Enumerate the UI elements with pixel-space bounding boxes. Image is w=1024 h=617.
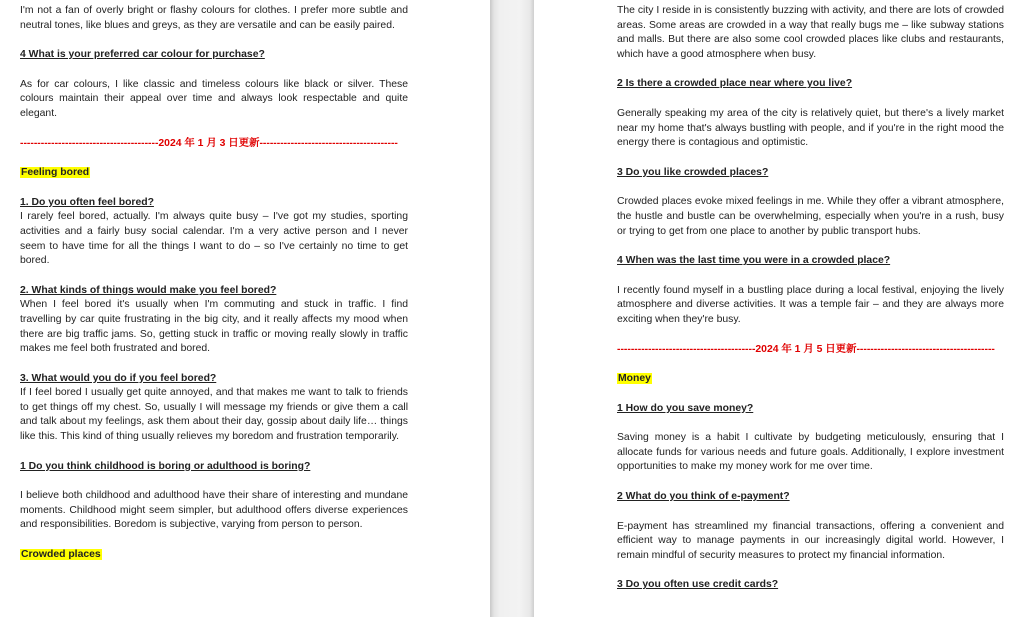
- question-things-bored: 2. What kinds of things would make you feel bored?: [20, 284, 277, 296]
- question-last-crowded: 4 When was the last time you were in a crowded place?: [617, 255, 891, 267]
- paragraph-city-crowded: The city I reside in is consistently buzzing with activity, and there are lots of crowded areas. Some areas are crowded in a way that really bugs me – like subway stations and malls. But there are also some cool crowded places like clubs and restaurants, which have a good atmosphere when busy.: [617, 5, 1004, 60]
- question-what-do-bored: 3. What would you do if you feel bored?: [20, 372, 217, 384]
- question-often-bored: 1. Do you often feel bored?: [20, 196, 154, 208]
- right-page: [534, 0, 1024, 617]
- question-car-colour: 4 What is your preferred car colour for purchase?: [20, 49, 265, 61]
- answer-like-crowded: Crowded places evoke mixed feelings in me. While they offer a vibrant atmosphere, the hustle and bustle can be overwhelming, especially when you're in a rush, busy or trying to get from one place to another by public transport hubs.: [617, 196, 1004, 237]
- question-e-payment: 2 What do you think of e-payment?: [617, 491, 790, 503]
- page-gutter: [490, 0, 534, 617]
- answer-save-money: Saving money is a habit I cultivate by budgeting meticulously, ensuring that I allocate funds for various needs and future goals. Additionally, I explore investment opportunities to make my money work for me over time.: [617, 432, 1004, 473]
- answer-things-bored: When I feel bored it's usually when I'm commuting and stuck in traffic. I find travelling by car quite frustrating in the big city, and it really affects my mood when there are big traffic jams. So, getting stuck in traffic or moving really slowly in traffic makes me feel both frustrated and bored.: [20, 299, 408, 355]
- answer-what-do-bored: If I feel bored I usually get quite annoyed, and that makes me want to talk to friends to get things off my chest. So, usually I will message my friends or give them a call and talk about my feelings, ask them about their day, gossip about daily life… things like this. This kind of thing usually relieves my boredom and frustration temporarily.: [20, 387, 408, 443]
- topic-feeling-bored: Feeling bored: [21, 167, 90, 179]
- update-divider: ----------------------------------------2024 年 1 月 5 日更新----------------------------------------: [617, 343, 995, 355]
- answer-car-colour: As for car colours, I like classic and timeless colours like black or silver. These colours maintain their appeal over time and always look respectable and quite elegant.: [20, 78, 408, 119]
- topic-money: Money: [618, 373, 651, 385]
- left-page: [0, 0, 490, 617]
- paragraph-clothes-colour: I'm not a fan of overly bright or flashy colours for clothes. I prefer more subtle and neutral tones, like blues and greys, as they are versatile and can be easily paired.: [20, 5, 408, 31]
- question-like-crowded: 3 Do you like crowded places?: [617, 166, 769, 178]
- question-save-money: 1 How do you save money?: [617, 402, 754, 414]
- question-credit-cards: 3 Do you often use credit cards?: [617, 579, 779, 591]
- answer-crowded-near: Generally speaking my area of the city is relatively quiet, but there's a lively market near my home that's always bustling with people, and if you're in the right mood the energy there is contagious and optimistic.: [617, 107, 1004, 149]
- answer-last-crowded: I recently found myself in a bustling place during a local festival, enjoying the lively atmosphere and diverse activities. It was a temple fair – and they are always more exciting when they're busy.: [617, 284, 1004, 325]
- question-crowded-near: 2 Is there a crowded place near where you live?: [617, 78, 853, 90]
- topic-crowded-places: Crowded places: [21, 549, 101, 561]
- update-divider: ----------------------------------------2024 年 1 月 3 日更新----------------------------------------: [20, 137, 398, 149]
- answer-e-payment: E-payment has streamlined my financial transactions, offering a convenient and efficient way to manage payments in our increasingly digital world. However, I remain mindful of security measures to protect my financial information.: [617, 520, 1004, 561]
- answer-childhood-adulthood: I believe both childhood and adulthood have their share of interesting and mundane moments. Childhood might seem simpler, but adulthood offers diverse experiences and responsibilities. Boredom is subjective, varying from person to person.: [20, 490, 408, 531]
- question-childhood-adulthood: 1 Do you think childhood is boring or adulthood is boring?: [20, 460, 311, 472]
- answer-often-bored: I rarely feel bored, actually. I'm always quite busy – I've got my studies, sporting activities and a fairly busy social calendar. I'm a very active person and I never seem to have time for all the things I want to do – so I've certainly no time to get bored.: [20, 211, 408, 267]
